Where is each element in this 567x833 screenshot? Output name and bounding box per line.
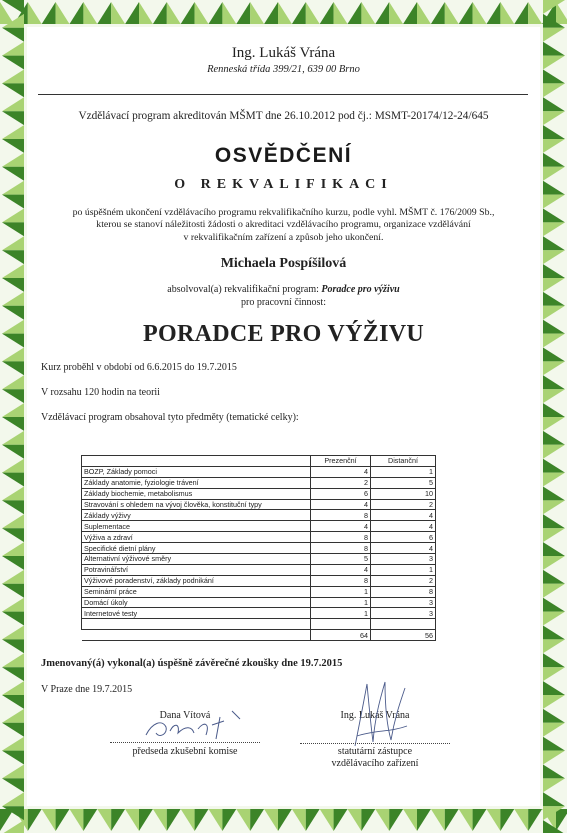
certificate-subtitle: O REKVALIFIKACI [174,177,393,192]
place-date: V Praze dne 19.7.2015 [41,684,133,695]
table-row [82,597,436,608]
signatory-left-role: předseda zkušební komise [132,746,238,757]
hours-cell: 5 [371,477,436,488]
hours-cell: 4 [311,564,371,575]
table-row [82,532,436,543]
subject-name: BOZP, Základy pomoci [82,466,311,477]
hours-cell: 4 [311,521,371,532]
hours-cell [311,619,371,630]
hours-cell: 4 [371,521,436,532]
table-row [82,543,436,554]
signature-line-left [110,742,260,743]
table-header-cell [82,456,311,467]
subject-name: Domácí úkoly [82,597,311,608]
subject-name [82,619,311,630]
issuer-address: Renneská třída 399/21, 639 00 Brno [207,64,360,75]
program-prefix: absolvoval(a) rekvalifikační program: [167,284,322,295]
subject-name: Seminární práce [82,586,311,597]
subjects-table [81,455,436,641]
table-row [82,575,436,586]
table-row [82,619,436,630]
hours-cell: 3 [371,597,436,608]
hours-cell: 1 [311,608,371,619]
table-row [82,477,436,488]
hours-cell: 4 [371,510,436,521]
total-cell: 56 [371,630,436,641]
subject-name: Výživa a zdraví [82,532,311,543]
signature-line-right [300,743,450,744]
activity-title: PORADCE PRO VÝŽIVU [143,321,424,347]
hours-cell: 8 [311,575,371,586]
table-row [82,608,436,619]
subject-name: Základy biochemie, metabolismus [82,488,311,499]
table-header-cell: Prezenční [311,456,371,467]
hours-cell: 6 [371,532,436,543]
subject-name: Základy anatomie, fyziologie trávení [82,477,311,488]
hours-cell [371,619,436,630]
table-row [82,466,436,477]
table-row [82,499,436,510]
signatory-left-name: Dana Vítová [159,710,211,721]
table-header-cell: Distanční [371,456,436,467]
hours-cell: 3 [371,608,436,619]
table-row [82,554,436,565]
total-cell: 64 [311,630,371,641]
graduate-name: Michaela Pospíšilová [220,256,347,271]
signatory-right-role-2: vzdělávacího zařízení [331,758,419,769]
table-row [82,586,436,597]
subjects-intro: Vzdělávací program obsahoval tyto předměty (tematické celky): [41,412,299,423]
hours-cell: 1 [371,466,436,477]
signature-left [140,705,250,745]
hours-cell: 2 [371,499,436,510]
hours-cell: 1 [371,564,436,575]
hours-cell: 3 [371,554,436,565]
subject-name: Specifické dietní plány [82,543,311,554]
hours-cell: 4 [311,499,371,510]
hours-cell: 5 [311,554,371,565]
hours-cell: 2 [311,477,371,488]
program-name: Poradce pro výživu [321,284,400,295]
hours-cell: 2 [371,575,436,586]
table-row [82,521,436,532]
subject-name: Alternativní výživové směry [82,554,311,565]
table-totals-row [82,630,436,641]
totals-label [82,630,311,641]
issuer-name: Ing. Lukáš Vrána [231,45,336,61]
program-line [0,284,567,295]
certificate-title: OSVĚDČENÍ [214,144,353,167]
table-row [82,488,436,499]
signature-right [345,676,415,756]
hours-cell: 8 [311,532,371,543]
hours-cell: 6 [311,488,371,499]
subject-name: Základy výživy [82,510,311,521]
hours-cell: 10 [371,488,436,499]
subject-name: Suplementace [82,521,311,532]
exam-statement: Jmenovaný(á) vykonal(a) úspěšně závěrečné zkoušky dne 19.7.2015 [41,658,343,669]
table-header-row [82,456,436,467]
accreditation-line: Vzdělávací program akreditován MŠMT dne 26.10.2012 pod čj.: MSMT-20174/12-24/645 [78,110,489,122]
hours-cell: 8 [311,510,371,521]
intro-line: po úspěšném ukončení vzdělávacího programu rekvalifikačního kurzu, podle vyhl. MŠMT č. 176/2009 Sb., [72,207,495,218]
subject-name: Internetové testy [82,608,311,619]
course-period: Kurz proběhl v období od 6.6.2015 do 19.7.2015 [41,362,237,373]
subject-name: Stravování s ohledem na vývoj člověka, konstituční typy [82,499,311,510]
subject-name: Potravinářství [82,564,311,575]
signatory-right-name: Ing. Lukáš Vrána [340,710,410,721]
signatory-right-role-1: statutární zástupce [337,746,413,757]
hours-cell: 8 [311,543,371,554]
hours-cell: 1 [311,597,371,608]
intro-line: v rekvalifikačním zařízení a způsob jeho ukončení. [183,231,384,243]
table-row [82,510,436,521]
table-row [82,564,436,575]
hours-cell: 4 [311,466,371,477]
intro-line: kterou se stanoví náležitosti žádosti o akreditaci vzdělávacího programu, organizace vzdělávání [96,219,471,231]
subject-name: Výživové poradenství, základy podnikání [82,575,311,586]
course-scope: V rozsahu 120 hodin na teorii [41,387,160,398]
header-divider [38,94,528,95]
hours-cell: 1 [311,586,371,597]
intro-text [20,207,547,244]
for-activity-label: pro pracovní činnost: [241,297,326,308]
hours-cell: 8 [371,586,436,597]
hours-cell: 4 [371,543,436,554]
